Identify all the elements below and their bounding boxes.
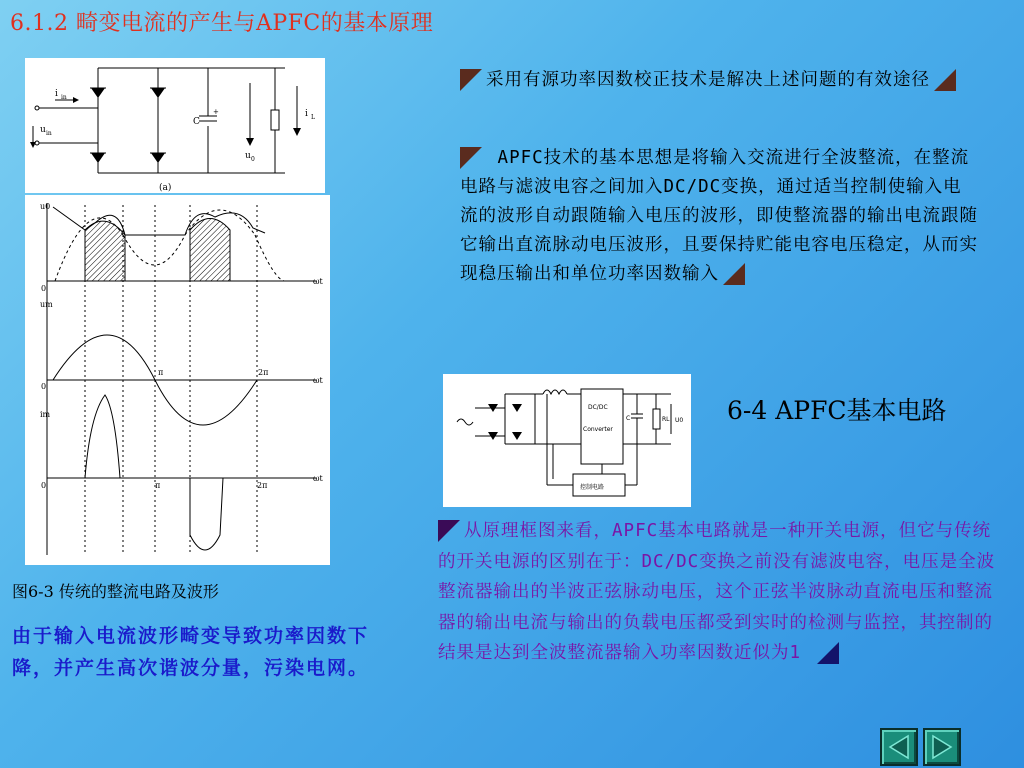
rectifier-circuit-figure	[25, 58, 325, 193]
next-slide-button[interactable]	[923, 728, 961, 766]
plus-label: +	[213, 108, 219, 116]
iin-sub: in	[61, 94, 67, 101]
origin-3: 0	[41, 481, 47, 490]
bullet-end-icon	[723, 263, 745, 285]
converter-label: Converter	[583, 426, 613, 433]
u0-sub: 0	[251, 156, 255, 163]
paragraph-3	[438, 516, 998, 669]
wt-3: ωt	[313, 474, 323, 483]
im-axis-label: im	[40, 410, 51, 419]
control-circuit-label: 控制电路	[580, 484, 605, 491]
u0-block-label: U0	[675, 417, 684, 424]
bullet-start-icon	[438, 520, 460, 542]
two-pi-1: 2π	[258, 368, 269, 377]
il-label: i	[305, 109, 308, 119]
uin-sub: in	[46, 130, 52, 137]
wt-1: ωt	[313, 277, 323, 286]
paragraph-2	[460, 144, 980, 289]
previous-slide-button[interactable]	[880, 728, 918, 766]
u0-label: u	[245, 151, 251, 161]
bullet-end-icon	[934, 69, 956, 91]
il-sub: L	[311, 114, 315, 121]
rectifier-circuit-diagram	[25, 58, 325, 193]
pi-2: π	[155, 481, 161, 490]
block-diagram-title: 6-4 APFC基本电路	[727, 396, 947, 425]
um-axis-label: um	[40, 300, 53, 309]
rl-label: RL	[662, 416, 670, 423]
two-pi-2: 2π	[257, 481, 268, 490]
paragraph-1-text: 采用有源功率因数校正技术是解决上述问题的有效途径	[486, 70, 930, 90]
iin-label: i	[55, 89, 58, 99]
left-note: 由于输入电流波形畸变导致功率因数下降，并产生高次谐波分量，污染电网。	[12, 625, 370, 679]
slide-title: 6.1.2 畸变电流的产生与APFC的基本原理	[10, 11, 434, 36]
wt-2: ωt	[313, 376, 323, 385]
origin-1: 0	[41, 284, 47, 293]
apfc-block-diagram	[443, 374, 691, 507]
uin-label: u	[40, 125, 46, 135]
c-label: C	[193, 117, 200, 127]
bullet-start-icon	[460, 69, 482, 91]
paragraph-3-text: 从原理框图来看，APFC基本电路就是一种开关电源，但它与传统的开关电源的区别在于：DC/DC变换之前没有滤波电容，电压是全波整流器输出的半波正弦脉动电压，这个正弦半波脉动直流电压和整流器的输出电流与输出的负载电压都受到实时的检测与监控，其控制的结果是达到全波整流器输入功率因数近似为1	[438, 521, 996, 663]
dcdc-label: DC/DC	[588, 404, 608, 411]
apfc-block-svg	[443, 374, 691, 507]
paragraph-1	[460, 66, 980, 95]
c-label-block: C	[626, 415, 631, 422]
triangle-left-icon	[882, 730, 916, 764]
paragraph-2-text: APFC技术的基本思想是将输入交流进行全波整流，在整流电路与滤波电容之间加入DC/DC变换，通过适当控制使输入电流的波形自动跟随输入电压的波形，即使整流器的输出电流跟随它输出直流脉动电压波形，且要保持贮能电容电压稳定，从而实现稳压输出和单位功率因数输入	[460, 148, 978, 284]
waveform-figure	[25, 195, 330, 565]
waveform-diagram	[25, 195, 330, 565]
triangle-right-icon	[925, 730, 959, 764]
u0-axis-label: u0	[40, 202, 51, 211]
bullet-start-icon	[460, 147, 482, 169]
origin-2: 0	[41, 382, 47, 391]
figure-a-caption: (a)	[159, 183, 172, 193]
pi-1: π	[158, 368, 164, 377]
bullet-end-icon	[817, 642, 839, 664]
figure-caption: 图6-3 传统的整流电路及波形	[12, 582, 219, 601]
